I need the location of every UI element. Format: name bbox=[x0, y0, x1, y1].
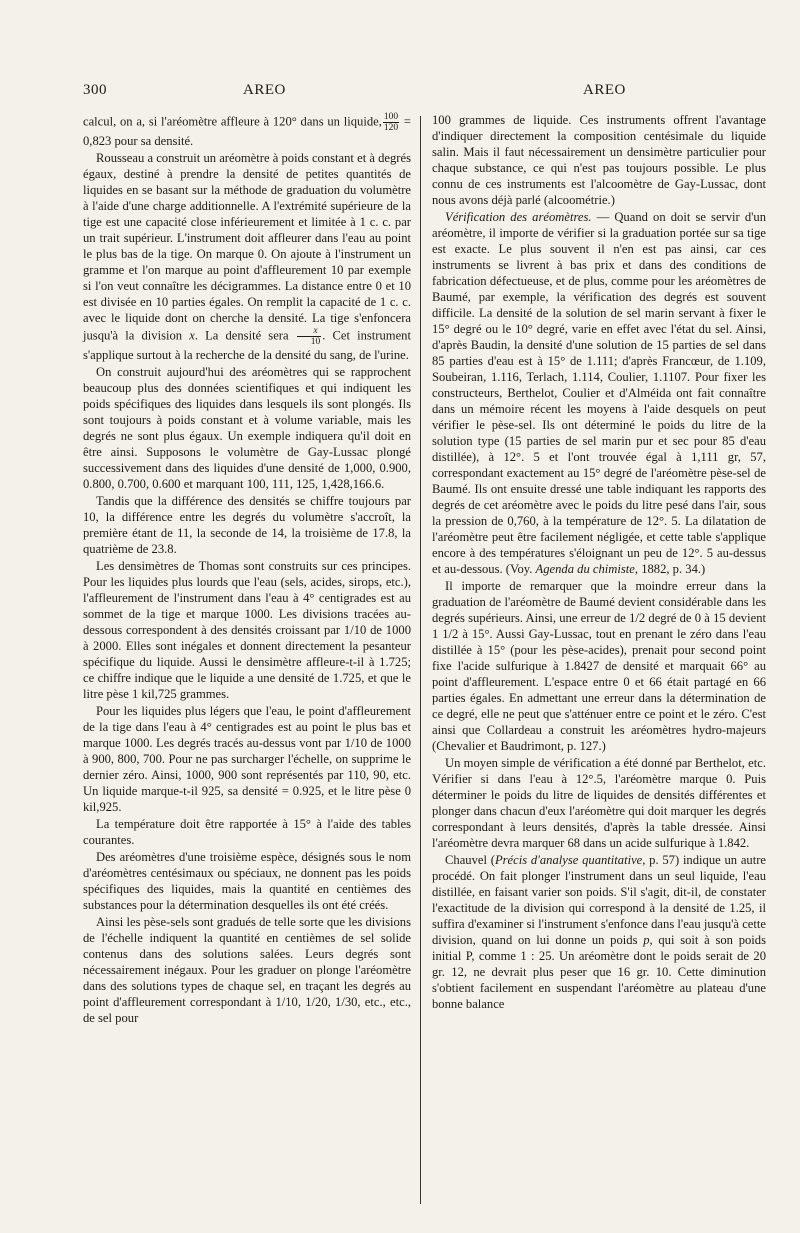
column-divider bbox=[420, 116, 421, 1204]
running-head-left: AREO bbox=[243, 82, 286, 98]
fraction-numerator: x bbox=[297, 326, 322, 337]
text: . La densité sera bbox=[194, 328, 296, 343]
paragraph: On construit aujourd'hui des aréomètres qui se rapprochent beaucoup plus des données scientifiques et qui indiquent les poids spécifiques des liquides dans lesquels ils sont plongés. Ils sont toujours à poids constant et à volume variable, mais les degrés ne sont plus égaux. Un exemple indiquera qu'il doit en être ainsi. Supposons le volumètre de Gay-Lussac plongé successivement dans des liquides d'une densité de 1,000, 0.900, 0.800, 0.700, 0.600 et marquant 100, 111, 125, 1,428,166.6. bbox=[83, 365, 411, 491]
paragraph: Ainsi les pèse-sels sont gradués de telle sorte que les divisions de l'échelle indiquent la quantité en centièmes de sel solide contenus dans des solutions salées. Leurs degrés sont nécessairement inégaux. Pour les graduer on plonge l'aréomètre dans des solutions types de chaque sel, en traçant les degrés au point d'affleurement correspondant à 1/10, 1/20, 1/30, etc., etc., de sel pour bbox=[83, 915, 411, 1025]
fraction bbox=[297, 326, 322, 347]
text: — Quand on doit se servir d'un aréomètre, il importe de vérifier si la graduation portée sur sa tige est exacte. Le plus souvent il n'en est pas ainsi, car ces instruments se livrent à bas prix et dans des conditions de fabrication défectueuse, et de plus, comme pour les aréomètres de Baumé, par exemple, la vérification des degrés est souvent difficile. La densité de la solution de sel marin servant à fixer le 15° degré ou le 10° degré, varie en effet avec l'état du sel. Ainsi, d'après Baudin, la densité d'une solution de 15 parties de sel dans 85 parties d'eau est à 15° de 1.111; d'après Francœur, de 1.109, Soubeiran, 1.116, Terlach, 1.114, Coulier, 1.1107. Pour fixer les constructeurs, Berthelot, Coulier et d'Alméida ont fait connaître dans un mémoire récent les moyens à l'aide desquels on peut vérifier le pèse-sel. Ils ont déterminé le poids du litre de la solution type (15 parties de sel marin pur et sec pour 85 d'eau distillée), à 12°. 5 et l'ont trouvée égal à 1,111 gr, 57, correspondant exactement au 15° degré de l'aréomètre pèse-sel de Baumé. Ils ont ensuite dressé une table indiquant les rapports des degrés de cet aréomètre avec le poids du litre pesé dans l'air, sous la pression de 0,760, à la température de 12°. 5. La dilatation de l'aréomètre peut être facilement négligée, et cette table s'applique encore à des températures s'éloignant un peu de 12°. 5 au-dessus et au-dessous. (Voy. bbox=[432, 210, 766, 576]
paragraph: Un moyen simple de vérification a été donné par Berthelot, etc. Vérifier si dans l'eau à 12°.5, l'aréomètre marque 0. Puis déterminer le poids du litre de liquides de densités différentes et plonger dans chacun d'eux l'aréomètre qui doit marquer les degrés correspondant à leurs densités, d'après la table dressée. Ainsi l'aréomètre devra marquer 68 dans un acide sulfurique à 1.842. bbox=[432, 756, 766, 850]
paragraph: 100 grammes de liquide. Ces instruments offrent l'avantage d'indiquer directement la composition centésimale du liquide salin. Mais il faut nécessairement un densimètre particulier pour chaque substance, ce qui n'est pas toujours possible. Le plus connu de ces instruments est l'alcoomètre de Gay-Lussac, dont nous avons déjà parlé (alcoométrie.) bbox=[432, 113, 766, 207]
paragraph bbox=[83, 150, 411, 363]
paragraph: Des aréomètres d'une troisième espèce, désignés sous le nom d'aréomètres centésimaux ou spéciaux, ne donnent pas les poids spécifiques des liquides, mais la quantité en centièmes des substances pour la détermination desquelles ils ont été créés. bbox=[83, 850, 411, 912]
paragraph bbox=[432, 209, 766, 577]
text: = 0,823 pour sa densité. bbox=[83, 114, 411, 148]
section-heading: Vérification des aréomètres. bbox=[445, 210, 592, 224]
paragraph: Il importe de remarquer que la moindre erreur dans la graduation de l'aréomètre de Baumé devient considérable dans les degrés supérieurs. Ainsi, une erreur de 1/2 degré de 0 à 15 devient 1 1/2 à 15°. Aussi Gay-Lussac, tout en prenant le zéro dans l'eau distillée à 15° (pour les pèse-acides), prenait pour second point fixe l'acide sulfurique à 1.8427 de densité et marquait 66° au point d'affleurement. L'espace entre 0 et 66 était partagé en 66 parties égales. En admettant une erreur dans la détermination de ce degré, elle ne peut que s'atténuer entre ce point et le zéro. C'est ainsi que Collardeau a construit les aréomètres hydro-majeurs (Chevalier et Baudrimont, p. 127.) bbox=[432, 579, 766, 753]
paragraph: Les densimètres de Thomas sont construits sur ces principes. Pour les liquides plus lourds que l'eau (sels, acides, sirops, etc.), l'affleurement de l'instrument dans l'eau à 4° centigrades est au sommet de la tige et marque 1000. Les divisions tracées au-dessous correspondent à des densités croissant par 1/10 de 1000 à 2000. Elles sont inégales et donnent directement la pesanteur spécifique du liquide. Aussi le densimètre affleure-t-il à 1.725; ce chiffre indique que le liquide a une densité de 1.725, et que le litre pèse 1 kil,725 grammes. bbox=[83, 559, 411, 701]
paragraph: Tandis que la différence des densités se chiffre toujours par 10, la différence entre les degrés du volumètre s'accroît, la première étant de 11, la seconde de 14, la troisième de 17.8, la quatrième de 23.8. bbox=[83, 494, 411, 556]
text: , 1882, p. 34.) bbox=[634, 562, 706, 576]
text: Rousseau a construit un aréomètre à poids constant et à degrés égaux, destiné à prendre la densité de petites quantités de liquides en se basant sur la méthode de graduation du volumètre à l'aide d'une charge additionnelle. A l'extrémité supérieure de la tige est une capacité close inférieurement et limitée à 1 c. c. par un trait supérieur. L'instrument doit affleurer dans l'eau au point le plus bas de la tige. On marque 0. On ajoute à l'instrument un gramme et l'on marque au point d'affleurement 10 par exemple si l'on veut connaître les décigrammes. La distance entre 0 et 10 est divisée en 10 parties égales. On remplit la capacité de 1 c. c. avec le liquide dont on cherche la densité. La tige s'enfoncera jusqu'à la division bbox=[83, 151, 411, 343]
fraction-denominator: 10 bbox=[310, 337, 321, 347]
running-head-right: AREO bbox=[583, 82, 626, 98]
left-column bbox=[83, 112, 411, 1026]
citation: Précis d'analyse quantitative bbox=[494, 853, 643, 867]
paragraph bbox=[83, 112, 411, 149]
text: , qui soit à son poids initial P, comme 1 : 25. Un aréomètre dont le poids serait de 20 gr. 12, ne devrait plus peser que 16 gr. 10. Cette diminution s'obtient facilement en suspendant l'aréomètre au plateau d'une bonne balance bbox=[432, 933, 766, 1011]
fraction-denominator: 120 bbox=[383, 123, 399, 133]
text: calcul, on a, si l'aréomètre affleure à 120° dans un liquide, bbox=[83, 114, 382, 129]
variable: x bbox=[189, 328, 195, 343]
variable: p bbox=[643, 933, 650, 947]
text: . Cet instrument s'applique surtout à la recherche de la densité du sang, de l'urine. bbox=[83, 328, 411, 362]
text: , p. 57) indique un autre procédé. On fait plonger l'instrument dans un seul liquide, l'eau distillée, en faisant varier son poids. S'il s'agit, dit-il, de constater l'exactitude de la division qui correspond à la densité de 1.25, il suffira d'examiner si l'instrument s'enfonce dans l'eau jusqu'à cette division, quand on lui donne un poids bbox=[432, 853, 767, 947]
citation: Agenda du chimiste bbox=[535, 562, 635, 576]
paragraph bbox=[432, 852, 766, 1012]
fraction bbox=[383, 112, 399, 133]
page-header bbox=[0, 82, 800, 106]
fraction-numerator: 100 bbox=[383, 112, 399, 122]
paragraph: Pour les liquides plus légers que l'eau, le point d'affleurement de la tige dans l'eau à 4° centigrades est au point le plus bas et marque 1000. Les degrés tracés au-dessus vont par 1/10 de 1000 à 900, 800, 700. Pour ne pas surcharger l'échelle, on supprime le dernier zéro. Ainsi, 1000, 900 sont représentés par 110, 90, etc. Un liquide marque-t-il 925, sa densité = 0.925, et le litre pèse 0 kil,925. bbox=[83, 704, 411, 814]
text: Chauvel ( bbox=[445, 853, 495, 867]
right-column bbox=[432, 112, 766, 1012]
page-number: 300 bbox=[83, 82, 107, 98]
paragraph: La température doit être rapportée à 15° à l'aide des tables courantes. bbox=[83, 817, 411, 847]
